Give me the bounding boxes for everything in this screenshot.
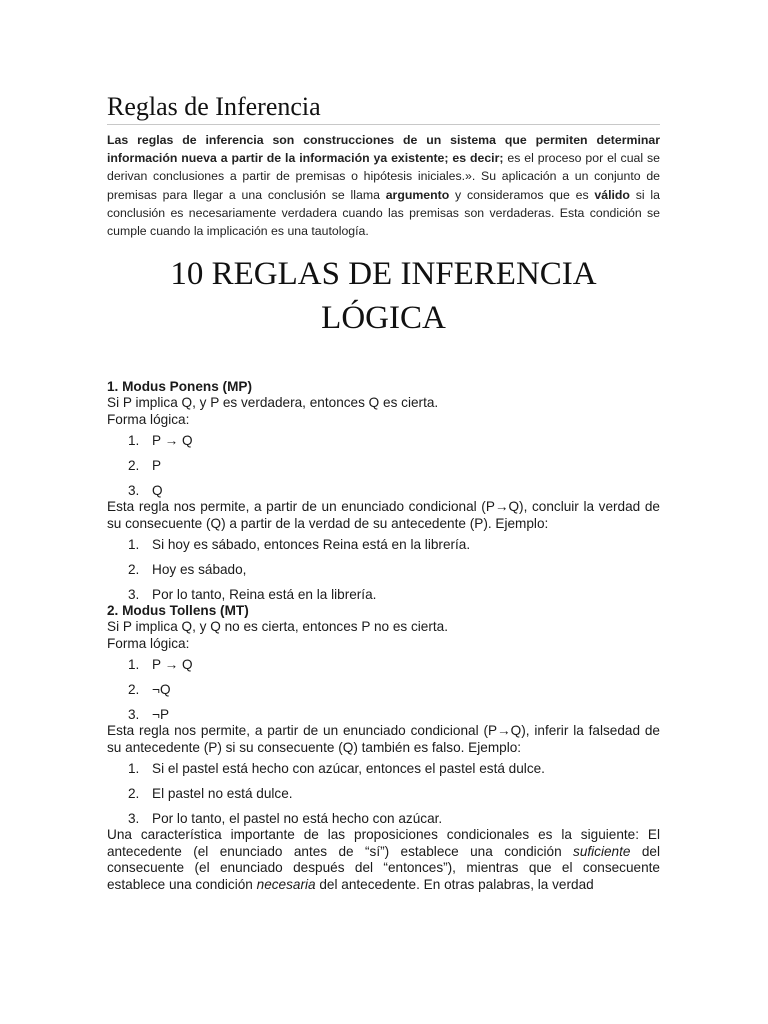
list-number: 1.	[128, 657, 140, 673]
form-label: Forma lógica:	[107, 411, 190, 427]
list-number: 1.	[128, 537, 140, 553]
section-title: 1. Modus Ponens (MP)	[107, 379, 253, 395]
list-item	[107, 483, 660, 499]
list-number: 3.	[128, 811, 140, 827]
list-item	[107, 657, 660, 673]
closing-text-1: Una característica importante de las proposiciones condicionales es la siguiente: El antecedente (el enunciado antes de “sí”) establece una condición	[107, 827, 660, 859]
list-text: Si hoy es sábado, entonces Reina está en la librería.	[152, 537, 471, 553]
closing-text-3: del antecedente. En otras palabras, la verdad	[315, 876, 594, 892]
section-definition: Si P implica Q, y Q no es cierta, entonces P no es cierta.	[107, 619, 449, 635]
form-label: Forma lógica:	[107, 635, 190, 651]
list-item	[107, 682, 660, 698]
section-modus-tollens	[107, 603, 660, 827]
list-text: Por lo tanto, Reina está en la librería.	[152, 587, 377, 603]
intro-lead: Las reglas de inferencia son construcciones de un sistema que permiten determinar información nueva a partir de la información ya existente; es decir;	[107, 133, 660, 166]
intro-text-1: es el proceso por el cual se derivan conclusiones a partir de premisas o hipótesis iniciales.». Su aplicación a un conjunto de premisas para llegar a una conclusión se llama	[107, 151, 660, 202]
list-item	[107, 786, 660, 802]
section-definition: Si P implica Q, y P es verdadera, entonces Q es cierta.	[107, 395, 439, 411]
list-number: 3.	[128, 483, 140, 499]
list-number: 1.	[128, 761, 140, 777]
list-text: Por lo tanto, el pastel no está hecho con azúcar.	[152, 811, 443, 827]
list-item	[107, 587, 660, 603]
list-item	[107, 458, 660, 474]
list-text: El pastel no está dulce.	[152, 786, 293, 802]
intro-bold-argumento: argumento	[385, 187, 450, 202]
closing-paragraph	[107, 827, 660, 893]
logical-form-list	[107, 657, 660, 723]
intro-text-3: si la conclusión es necesariamente verdadera cuando las premisas son verdaderas. Esta condición se cumple cuando la implicación es una tautología.	[107, 187, 660, 239]
section-explanation: Esta regla nos permite, a partir de un enunciado condicional (P→Q), inferir la falsedad de su antecedente (P) si su consecuente (Q) también es falso. Ejemplo:	[107, 723, 660, 755]
main-heading-line2: LÓGICA	[321, 300, 446, 337]
list-number: 1.	[128, 433, 140, 449]
section-explanation: Esta regla nos permite, a partir de un enunciado condicional (P→Q), concluir la verdad de su consecuente (Q) a partir de la verdad de su antecedente (P). Ejemplo:	[107, 499, 660, 531]
list-text: P → Q	[152, 433, 193, 449]
list-text: ¬P	[152, 707, 170, 723]
list-text: P	[152, 458, 162, 474]
example-list	[107, 537, 660, 603]
main-heading-line1: 10 REGLAS DE INFERENCIA	[170, 256, 597, 293]
list-text: ¬Q	[152, 682, 171, 698]
intro-text-2: y consideramos que es	[449, 187, 595, 202]
list-number: 2.	[128, 682, 140, 698]
main-heading	[107, 252, 660, 340]
section-title: 2. Modus Tollens (MT)	[107, 603, 249, 619]
closing-italic-suficiente: suficiente	[573, 843, 631, 859]
list-text: P → Q	[152, 657, 193, 673]
closing-text-2: del consecuente (el enunciado después del “entonces”), mientras que el consecuente establece una condición	[107, 843, 660, 892]
list-item	[107, 433, 660, 449]
page-title: Reglas de Inferencia	[107, 92, 660, 125]
list-number: 3.	[128, 707, 140, 723]
list-text: Hoy es sábado,	[152, 562, 247, 578]
intro-bold-valido: válido	[594, 187, 630, 202]
list-text: Q	[152, 483, 163, 499]
logical-form-list	[107, 433, 660, 499]
list-text: Si el pastel está hecho con azúcar, entonces el pastel está dulce.	[152, 761, 545, 777]
list-number: 2.	[128, 458, 140, 474]
list-number: 2.	[128, 786, 140, 802]
example-list	[107, 761, 660, 827]
document-content	[107, 92, 660, 893]
intro-paragraph	[107, 131, 660, 240]
list-number: 3.	[128, 587, 140, 603]
list-item	[107, 537, 660, 553]
list-item	[107, 811, 660, 827]
section-modus-ponens	[107, 379, 660, 603]
list-item	[107, 562, 660, 578]
list-item	[107, 761, 660, 777]
closing-italic-necesaria: necesaria	[256, 876, 316, 892]
list-item	[107, 707, 660, 723]
list-number: 2.	[128, 562, 140, 578]
